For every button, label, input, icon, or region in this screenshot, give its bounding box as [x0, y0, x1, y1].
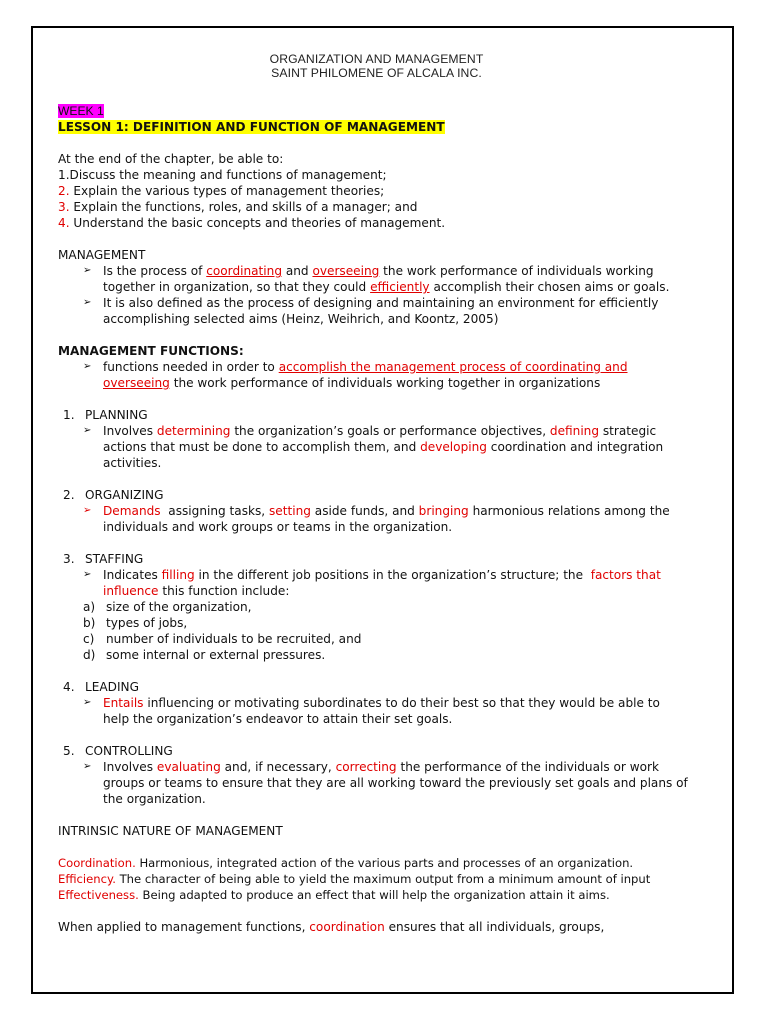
bullet-item: ➢ Involves determining the organization’s goals or performance objectives, defining strategic actions that must be done to accomplish them, and developing coordination and integration activities. [83, 424, 664, 470]
document-content [58, 52, 698, 935]
functions-heading: MANAGEMENT FUNCTIONS: [58, 344, 244, 358]
arrow-bullet-icon: ➢ [83, 505, 92, 516]
list-item: b) types of jobs, [83, 616, 188, 630]
objective-item: 4. Understand the basic concepts and theories of management. [58, 216, 446, 230]
section-organizing-title: 2. ORGANIZING [63, 488, 164, 502]
arrow-bullet-icon: ➢ [83, 697, 92, 708]
list-item: c) number of individuals to be recruited, and [83, 632, 362, 646]
lesson-title: LESSON 1: DEFINITION AND FUNCTION OF MANAGEMENT [58, 120, 445, 134]
bullet-item: ➢ Entails influencing or motivating subordinates to do their best so that they would be able to help the organization’s endeavor to attain their set goals. [83, 696, 660, 726]
objective-item: 2. Explain the various types of management theories; [58, 184, 385, 198]
document-header [55, 52, 698, 80]
section-planning-title: 1. PLANNING [63, 408, 148, 422]
management-heading: MANAGEMENT [58, 248, 146, 262]
definition-item: Coordination. Harmonious, integrated action of the various parts and processes of an organization. [58, 856, 634, 870]
objectives-intro: At the end of the chapter, be able to: [58, 152, 284, 166]
arrow-bullet-icon: ➢ [83, 425, 92, 436]
section-staffing-title: 3. STAFFING [63, 552, 144, 566]
section-leading-title: 4. LEADING [63, 680, 139, 694]
arrow-bullet-icon: ➢ [83, 569, 92, 580]
closing-paragraph: When applied to management functions, coordination ensures that all individuals, groups, [58, 920, 605, 934]
arrow-bullet-icon: ➢ [83, 265, 92, 276]
arrow-bullet-icon: ➢ [83, 297, 92, 308]
bullet-item: ➢ Demands assigning tasks, setting aside funds, and bringing harmonious relations among the individuals and work groups or teams in the organization. [83, 504, 670, 534]
header-line-1: ORGANIZATION AND MANAGEMENT [269, 52, 484, 66]
section-controlling-title: 5. CONTROLLING [63, 744, 173, 758]
header-line-2: SAINT PHILOMENE OF ALCALA INC. [271, 66, 482, 80]
arrow-bullet-icon: ➢ [83, 361, 92, 372]
list-item: d) some internal or external pressures. [83, 648, 326, 662]
objective-item: 3. Explain the functions, roles, and skills of a manager; and [58, 200, 418, 214]
week-label: WEEK 1 [58, 104, 104, 118]
definition-item: Effectiveness. Being adapted to produce an effect that will help the organization attain it aims. [58, 888, 610, 902]
list-item: a) size of the organization, [83, 600, 252, 614]
arrow-bullet-icon: ➢ [83, 761, 92, 772]
objective-item: 1.Discuss the meaning and functions of management; [58, 168, 387, 182]
bullet-item: ➢ Is the process of coordinating and overseeing the work performance of individuals working together in organization, so that they could efficiently accomplish their chosen aims or goals. [83, 264, 670, 294]
intrinsic-heading: INTRINSIC NATURE OF MANAGEMENT [58, 824, 283, 838]
bullet-item: ➢ functions needed in order to accomplish the management process of coordinating and overseeing the work performance of individuals working together in organizations [83, 360, 628, 390]
bullet-item: ➢ Indicates filling in the different job positions in the organization’s structure; the factors that influence this function include: [83, 568, 661, 598]
definition-item: Efficiency. The character of being able to yield the maximum output from a minimum amount of input [58, 872, 651, 886]
bullet-item: ➢ Involves evaluating and, if necessary, correcting the performance of the individuals or work groups or teams to ensure that they are all working toward the previously set goals and plans of the organization. [83, 760, 688, 806]
bullet-item: ➢ It is also defined as the process of designing and maintaining an environment for efficiently accomplishing selected aims (Heinz, Weihrich, and Koontz, 2005) [83, 296, 659, 326]
